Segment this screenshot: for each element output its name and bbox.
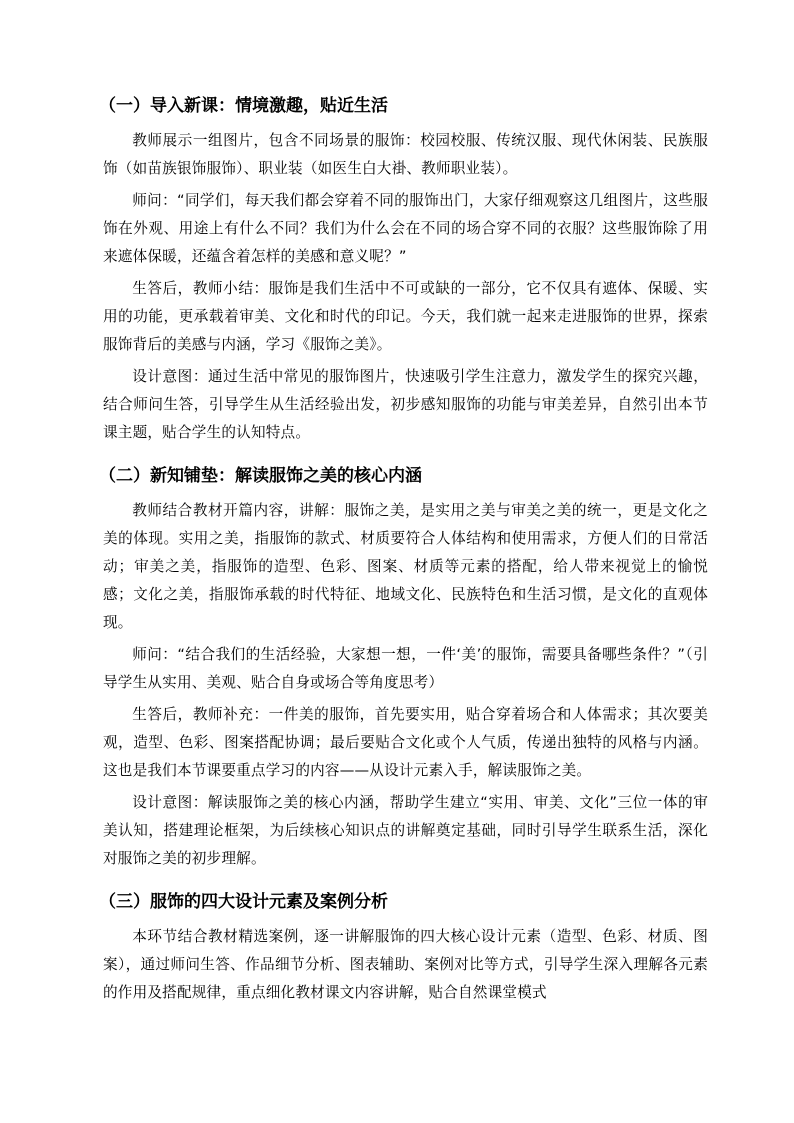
- section-heading: （一）导入新课：情境激趣，贴近生活: [99, 96, 388, 116]
- paragraph: 设计意图：通过生活中常见的服饰图片，快速吸引学生注意力，激发学生的探究兴趣，结合师问生答，引导学生从生活经验出发，初步感知服饰的功能与审美差异，自然引出本节课主题，贴合学生的认知特点。: [103, 368, 708, 441]
- paragraph: 教师展示一组图片，包含不同场景的服饰：校园校服、传统汉服、现代休闲装、民族服饰（如苗族银饰服饰）、职业装（如医生白大褂、教师职业装）。: [103, 132, 708, 177]
- paragraph: 设计意图：解读服饰之美的核心内涵，帮助学生建立“实用、审美、文化”三位一体的审美认知，搭建理论框架，为后续核心知识点的讲解奠定基础，同时引导学生联系生活，深化对服饰之美的初步理解。: [103, 794, 708, 867]
- section-design-elements: [99, 887, 708, 1007]
- paragraph: 师问：“同学们，每天我们都会穿着不同的服饰出门，大家仔细观察这几组图片，这些服饰在外观、用途上有什么不同？我们为什么会在不同的场合穿不同的衣服？这些服饰除了用来遮体保暖，还蕴含着怎样的美感和意义呢？”: [103, 192, 708, 265]
- paragraph: 师问：“结合我们的生活经验，大家想一想，一件‘美’的服饰，需要具备哪些条件？”（引导学生从实用、美观、贴合自身或场合等角度思考）: [103, 646, 708, 691]
- section-intro: [99, 91, 708, 447]
- paragraph: 生答后，教师小结：服饰是我们生活中不可或缺的一部分，它不仅具有遮体、保暖、实用的功能，更承载着审美、文化和时代的印记。今天，我们就一起来走进服饰的世界，探索服饰背后的美感与内涵，学习《服饰之美》。: [103, 280, 708, 353]
- paragraph: 教师结合教材开篇内容，讲解：服饰之美，是实用之美与审美之美的统一，更是文化之美的体现。实用之美，指服饰的款式、材质要符合人体结构和使用需求，方便人们的日常活动；审美之美，指服饰的造型、色彩、图案、材质等元素的搭配，给人带来视觉上的愉悦感；文化之美，指服饰承载的时代特征、地域文化、民族特色和生活习惯，是文化的直观体现。: [103, 502, 708, 631]
- paragraph: 生答后，教师补充：一件美的服饰，首先要实用，贴合穿着场合和人体需求；其次要美观，造型、色彩、图案搭配协调；最后要贴合文化或个人气质，传递出独特的风格与内涵。这也是我们本节课要重点学习的内容——从设计元素入手，解读服饰之美。: [103, 706, 708, 779]
- paragraph: 本环节结合教材精选案例，逐一讲解服饰的四大核心设计元素（造型、色彩、材质、图案），通过师问生答、作品细节分析、图表辅助、案例对比等方式，引导学生深入理解各元素的作用及搭配规律，重点细化教材课文内容讲解，贴合自然课堂模式: [103, 928, 708, 1001]
- section-core-meaning: [99, 461, 708, 873]
- section-heading: （三）服饰的四大设计元素及案例分析: [99, 892, 388, 912]
- section-heading: （二）新知铺垫：解读服饰之美的核心内涵: [99, 466, 422, 486]
